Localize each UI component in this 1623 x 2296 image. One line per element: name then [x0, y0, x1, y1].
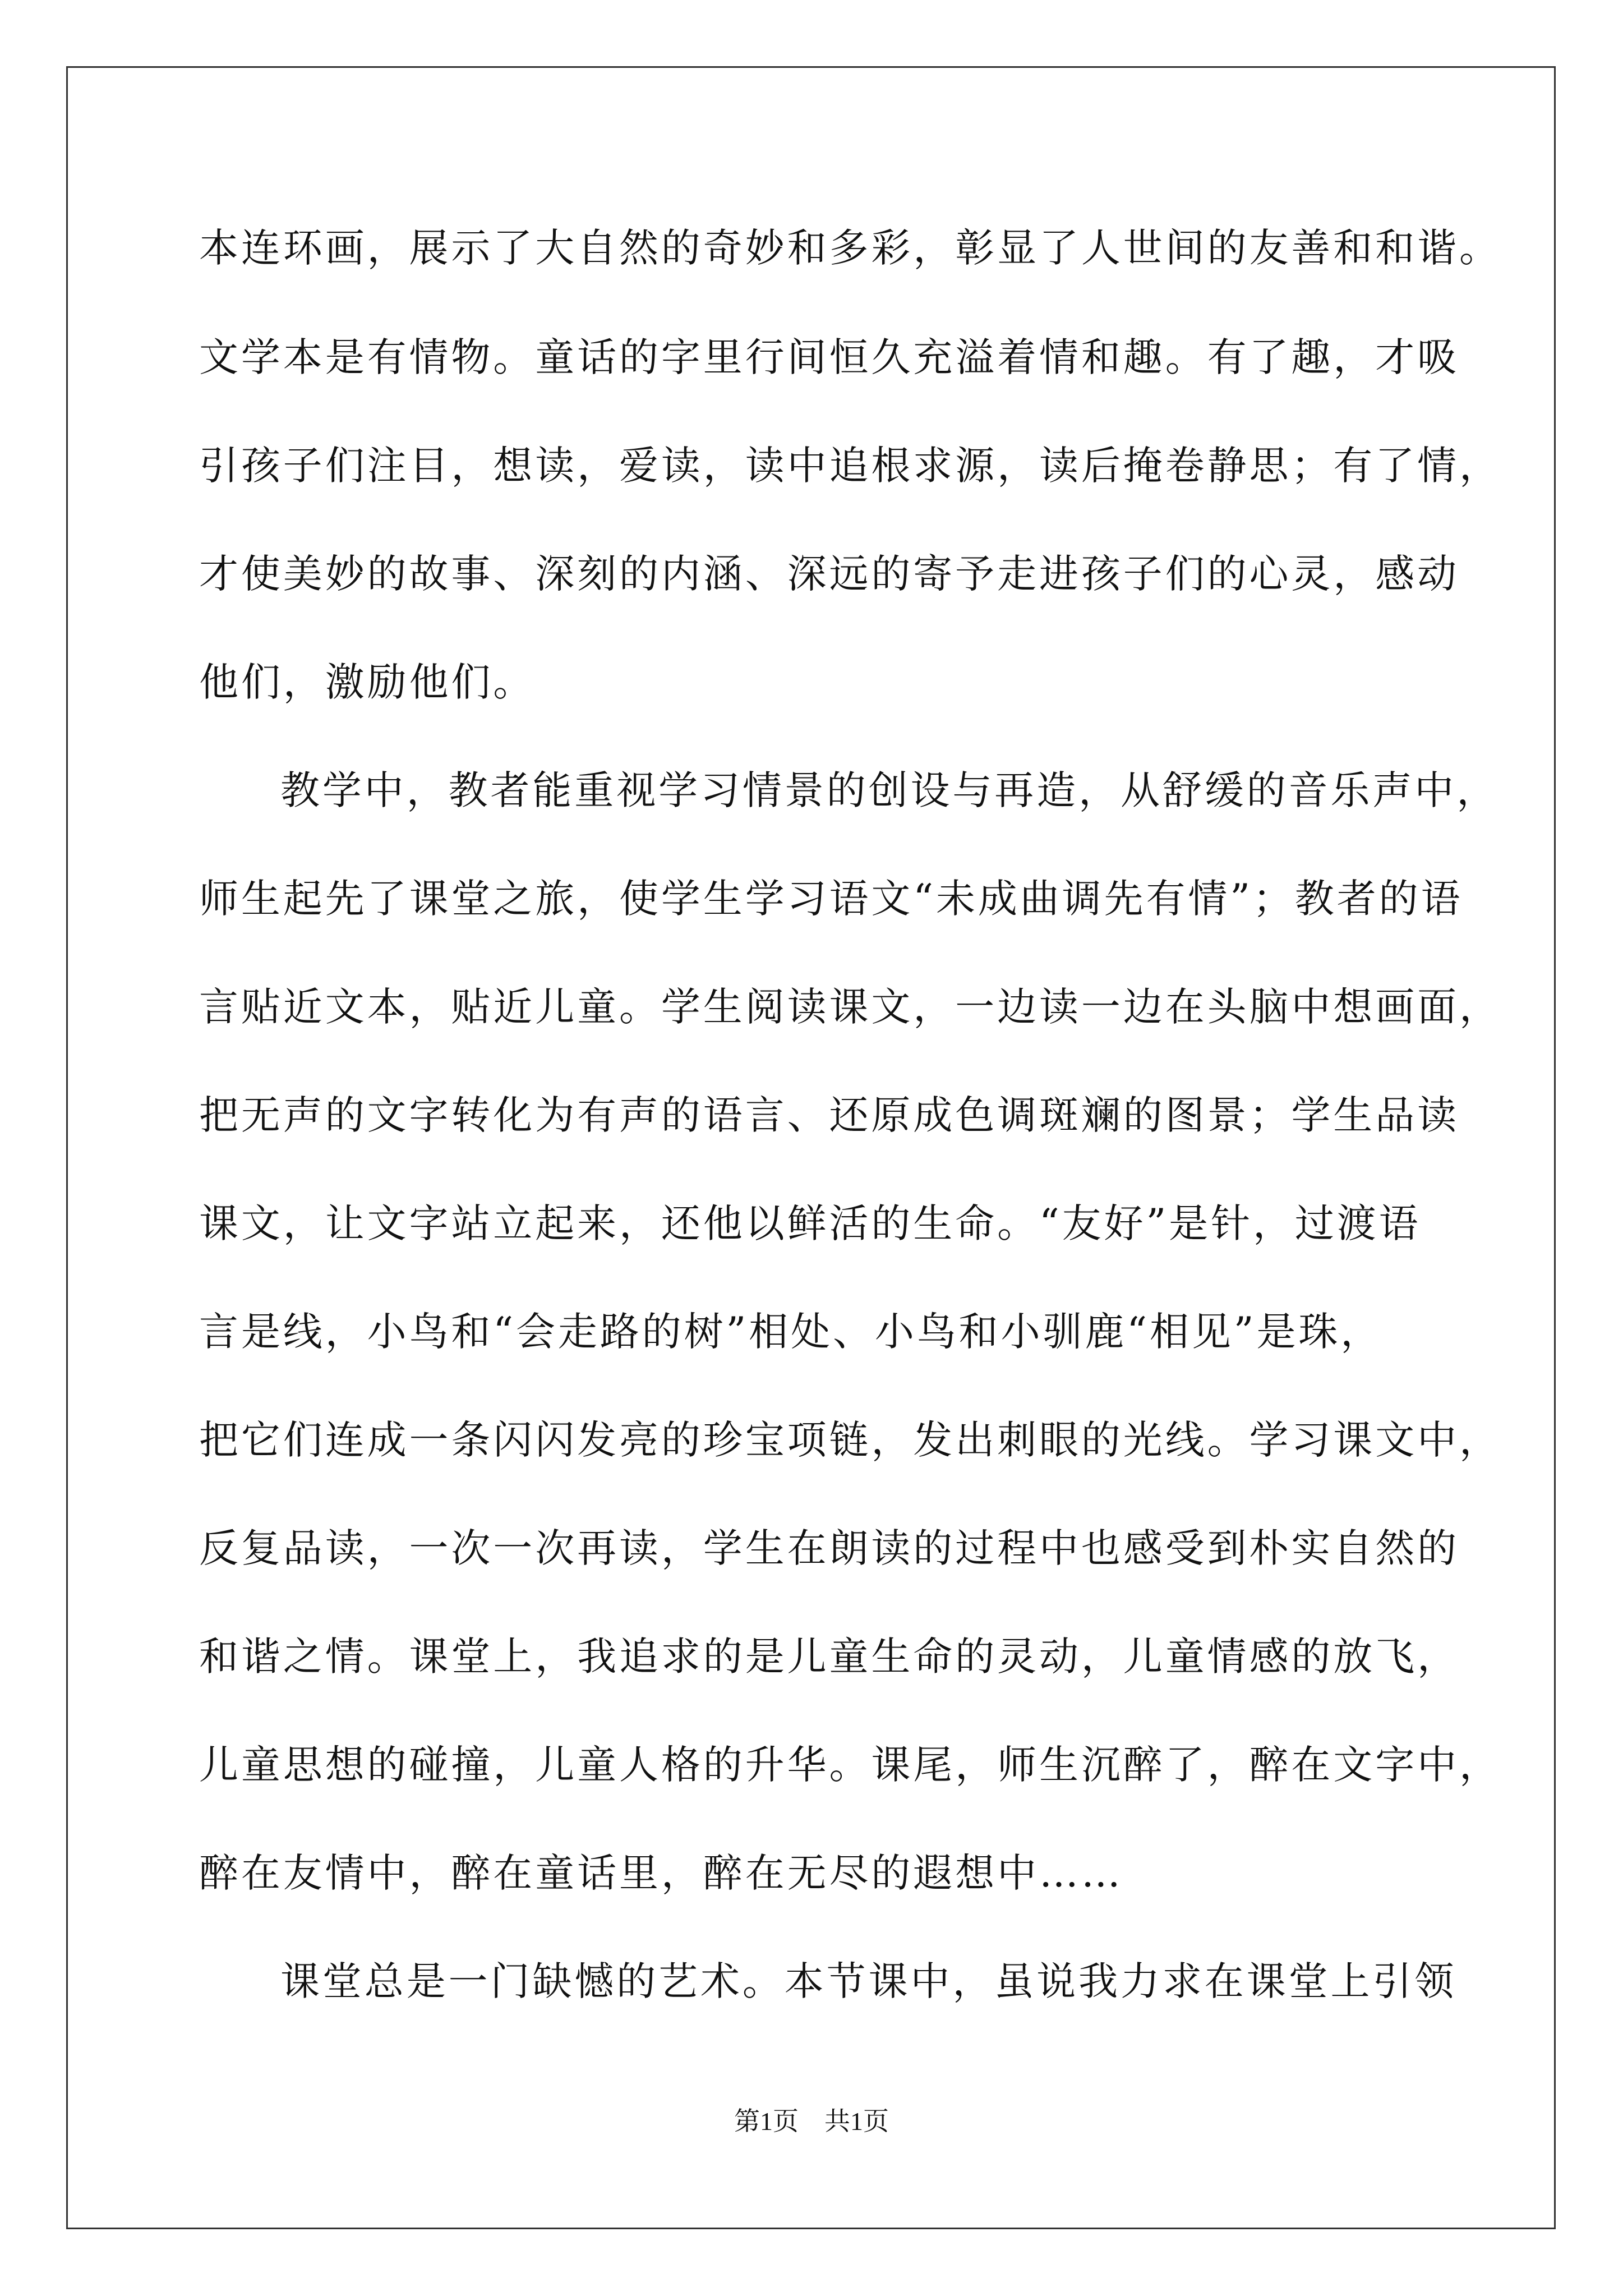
text-line: 引孩子们注目，想读，爱读，读中追根求源，读后掩卷静思；有了情，	[199, 443, 1501, 489]
text-line: 儿童思想的碰撞，儿童人格的升华。课尾，师生沉醉了，醉在文字中，	[199, 1742, 1501, 1788]
text-line: 师生起先了课堂之旅，使学生学习语文“未成曲调先有情”；教者的语	[199, 876, 1463, 922]
text-line: 言是线，小鸟和“会走路的树”相处、小鸟和小驯鹿“相见”是珠，	[199, 1309, 1383, 1355]
text-line: 把它们连成一条闪闪发亮的珍宝项链，发出刺眼的光线。学习课文中，	[199, 1417, 1501, 1463]
text-line: 醉在友情中，醉在童话里，醉在无尽的遐想中……	[199, 1850, 1123, 1896]
page-border	[66, 66, 1556, 2229]
text-line: 把无声的文字转化为有声的语言、还原成色调斑斓的图景；学生品读	[199, 1092, 1459, 1138]
page-footer	[0, 2105, 1623, 2138]
text-line: 和谐之情。课堂上，我追求的是儿童生命的灵动，儿童情感的放飞，	[199, 1634, 1459, 1680]
page-number: 第1页	[734, 2107, 799, 2136]
text-line: 课文，让文字站立起来，还他以鲜活的生命。“友好”是针，过渡语	[199, 1200, 1421, 1246]
text-line: 文学本是有情物。童话的字里行间恒久充溢着情和趣。有了趣，才吸	[199, 334, 1459, 380]
text-line: 反复品读，一次一次再读，学生在朗读的过程中也感受到朴实自然的	[199, 1525, 1459, 1571]
text-line: 言贴近文本，贴近儿童。学生阅读课文，一边读一边在头脑中想画面，	[199, 984, 1501, 1030]
text-line: 他们，激励他们。	[199, 659, 536, 705]
text-line: 才使美妙的故事、深刻的内涵、深远的寄予走进孩子们的心灵，感动	[199, 551, 1459, 597]
paragraph-first-line: 教学中，教者能重视学习情景的创设与再造，从舒缓的音乐声中，	[280, 767, 1499, 813]
page-total: 共1页	[824, 2107, 889, 2136]
text-line: 本连环画，展示了大自然的奇妙和多彩，彰显了人世间的友善和和谐。	[199, 225, 1501, 271]
paragraph-first-line: 课堂总是一门缺憾的艺术。本节课中，虽说我力求在课堂上引领	[280, 1958, 1457, 2004]
